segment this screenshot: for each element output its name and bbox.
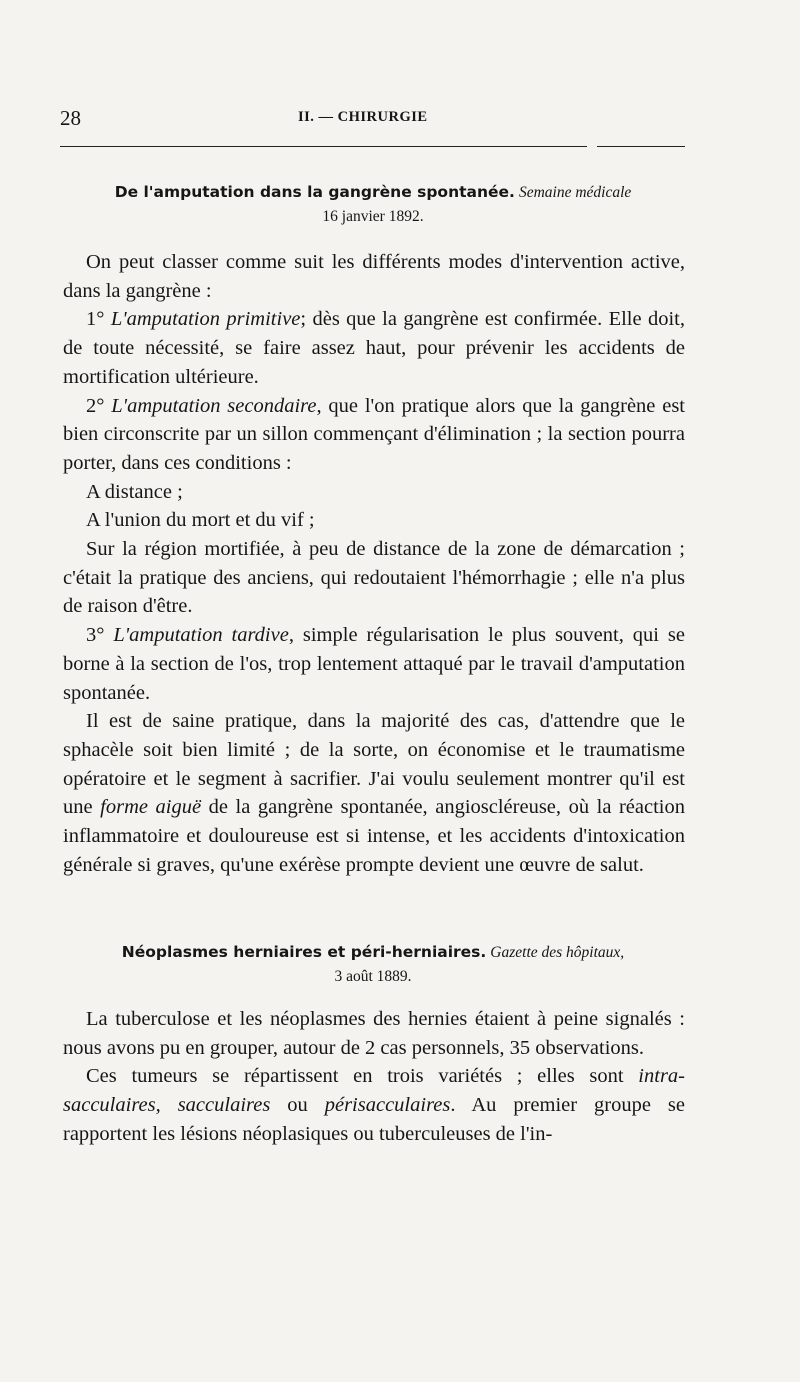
article-source: Semaine médicale xyxy=(518,184,632,201)
article-body xyxy=(63,1005,685,1149)
article-title: Néoplasmes herniaires et péri-herniaires. xyxy=(121,943,487,961)
paragraph: 1° L'amputation primitive; dès que la gangrène est confirmée. Elle doit, de toute nécessité, se faire assez haut, pour prévenir les accidents de mortification ultérieure. xyxy=(63,308,685,388)
article-title: De l'amputation dans la gangrène spontanée. xyxy=(114,183,515,201)
running-head xyxy=(60,106,685,132)
paragraph: Sur la région mortifiée, à peu de distance de la zone de démarcation ; c'était la pratique des anciens, qui redoutaient l'hémorrhagie ; elle n'a plus de raison d'être. xyxy=(63,538,685,618)
article-heading xyxy=(62,180,684,229)
header-rule xyxy=(60,146,587,147)
paragraph: 3° L'amputation tardive, simple régularisation le plus souvent, qui se borne à la section de l'os, trop lentement attaqué par le travail d'amputation spontanée. xyxy=(63,624,685,704)
article-heading xyxy=(62,940,684,989)
article-date: 3 août 1889. xyxy=(334,968,412,985)
paragraph: A distance ; xyxy=(86,480,183,503)
article-body xyxy=(63,248,685,879)
page-number: 28 xyxy=(60,106,81,130)
article-source: Gazette des hôpitaux, xyxy=(490,944,625,961)
article-date: 16 janvier 1892. xyxy=(322,208,424,225)
header-rule-short xyxy=(597,146,685,147)
paragraph: La tuberculose et les néoplasmes des hernies étaient à peine signalés : nous avons pu en grouper, autour de 2 cas personnels, 35 observations. xyxy=(63,1008,685,1059)
paragraph: A l'union du mort et du vif ; xyxy=(86,509,315,532)
section-title: II. — CHIRURGIE xyxy=(298,109,428,125)
paragraph: Il est de saine pratique, dans la majorité des cas, d'attendre que le sphacèle soit bien limité ; de la sorte, on économise et le traumatisme opératoire et le segment à sacrifier. J'ai voulu seulement montrer qu'il est une forme aiguë de la gangrène spontanée, angioscléreuse, où la réaction inflammatoire et douloureuse est si intense, et les accidents d'intoxication générale si graves, qu'une exérèse prompte devient une œuvre de salut. xyxy=(63,710,685,876)
paragraph: On peut classer comme suit les différents modes d'intervention active, dans la gangrène : xyxy=(63,251,685,302)
paragraph: 2° L'amputation secondaire, que l'on pratique alors que la gangrène est bien circonscrite par un sillon commençant d'élimination ; la section pourra porter, dans ces conditions : xyxy=(63,394,686,474)
paragraph: Ces tumeurs se répartissent en trois variétés ; elles sont intra-sacculaires, sacculaires ou périsacculaires. Au premier groupe se rapportent les lésions néoplasiques ou tuberculeuses de l'in- xyxy=(63,1065,685,1145)
